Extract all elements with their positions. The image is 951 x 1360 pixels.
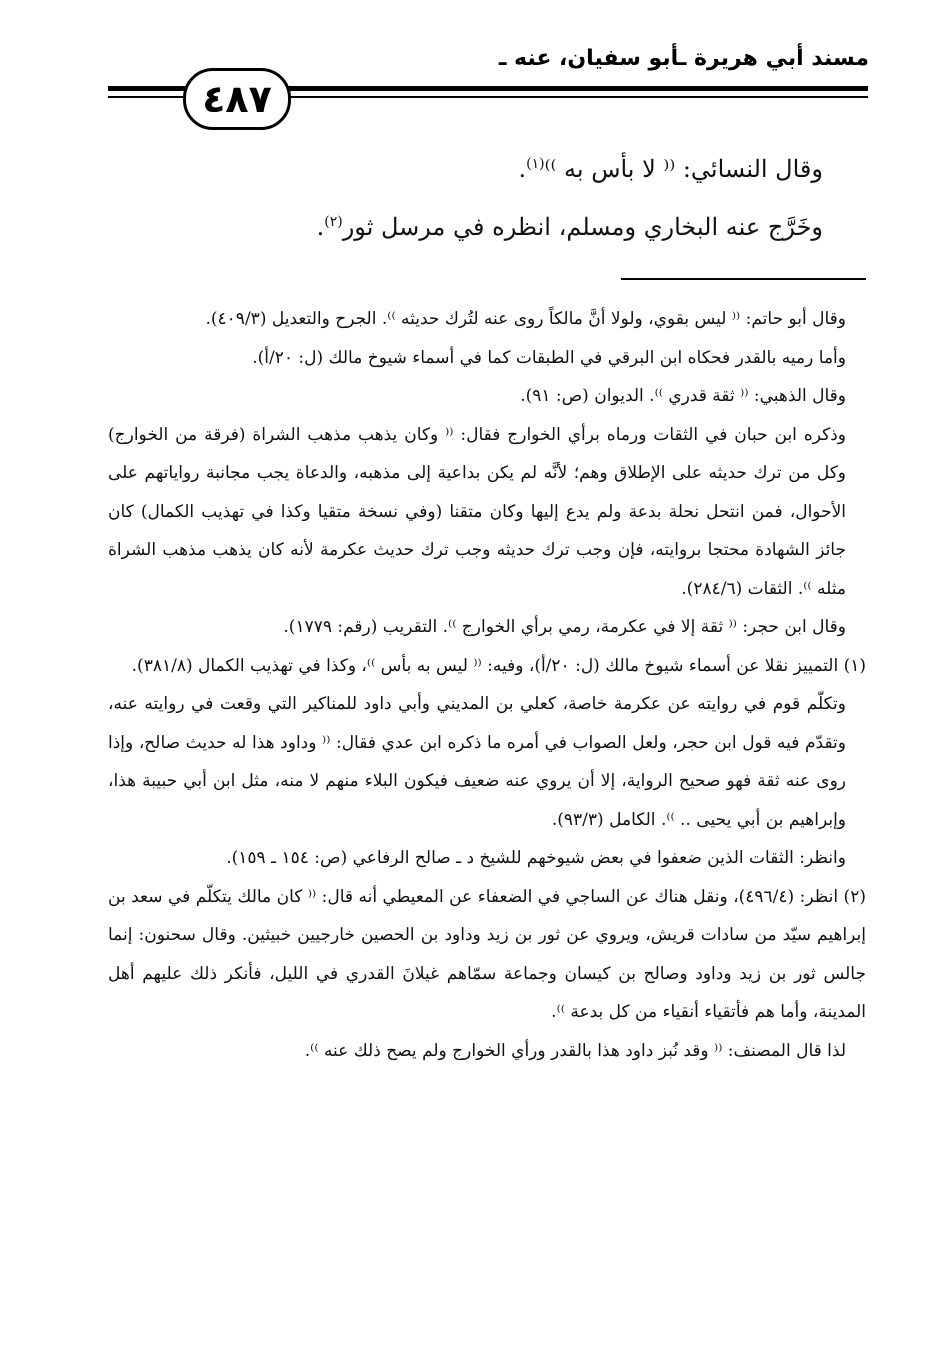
footnote-ref-1[interactable]: (١) — [526, 156, 545, 172]
footnote-1: (١) التمييز نقلا عن أسماء شيوخ مالك (ل: ٢٠/أ)، وفيه: ⁽⁽ ليس به بأس ⁾⁾، وكذا في تهذيب الكمال (٣٨١/٨). — [131, 655, 866, 676]
footnote-paragraph: وأما رميه بالقدر فحكاه ابن البرقي في الطبقات كما في أسماء شيوخ مالك (ل: ٢٠/أ). — [252, 347, 846, 368]
main-line-1-end: . — [518, 155, 527, 183]
footnote-1-paragraph: وانظر: الثقات الذين ضعفوا في بعض شيوخهم للشيخ د ـ صالح الرفاعي (ص: ١٥٤ ـ ١٥٩). — [226, 848, 846, 868]
main-line-2 — [108, 198, 823, 256]
main-line-1-text: وقال النسائي: ⁽⁽ لا بأس به ⁾⁾ — [544, 155, 823, 183]
main-line-2-text: وخَرَّج عنه البخاري ومسلم، انظره في مرسل ثور — [342, 213, 823, 241]
running-title: مسند أبي هريرة ـأبو سفيان، عنه ـ — [498, 46, 869, 71]
footnote-paragraph: وقال ابن حجر: ⁽⁽ ثقة إلا في عكرمة، رمي برأي الخوارج ⁾⁾. التقريب (رقم: ١٧٧٩). — [283, 617, 846, 637]
footnote-2-paragraph: لذا قال المصنف: ⁽⁽ وقد نُبز داود هذا بالقدر ورأي الخوارج ولم يصح ذلك عنه ⁾⁾. — [304, 1040, 846, 1061]
main-body — [108, 140, 823, 256]
footnote-paragraph: وذكره ابن حبان في الثقات ورماه برأي الخوارج فقال: ⁽⁽ وكان يذهب مذهب الشراة (فرقة من الخوارج) وكل من ترك حديثه على الإطلاق وهم؛ لأنَّه لم يكن بداعية إلى مذهبه، والدعاة يجب مجانبة رواياتهم على الأحوال، فمن انتحل نحلة بدعة ولم يدع إليها وكان متقنا (وفي نسخة متقيا وكذا في تهذيب الكمال) كان جائز الشهادة محتجا بروايته، فإن وجب ترك حديثه وجب ترك حديث عكرمة لأنه كان يذهب مذهب الشراة مثله ⁾⁾. الثقات (٢٨٤/٦). — [108, 424, 846, 599]
footnote-1-paragraph: وتكلّم قوم في روايته عن عكرمة خاصة، كعلي بن المديني وأبي داود للمناكير التي وقعت في روايته عنه، وتقدّم فيه قول ابن حجر، ولعل الصواب في أمره ما ذكره ابن عدي فقال: ⁽⁽ وداود هذا له حديث صالح، وإذا روى عنه ثقة فهو صحيح الرواية، إلا أن يروي عنه ضعيف فيكون البلاء منهم لا منه، مثل ابن أبي حبيبة هذا، وإبراهيم بن أبي يحيى .. ⁾⁾. الكامل (٩٣/٣). — [108, 694, 846, 830]
footnote-paragraph: وقال أبو حاتم: ⁽⁽ ليس بقوي، ولولا أنَّ مالكاً روى عنه لتُرك حديثه ⁾⁾. الجرح والتعديل (٤٠٩/٣). — [205, 309, 846, 329]
footnotes-section — [108, 300, 866, 1070]
footnote-separator — [621, 278, 866, 280]
page-header — [0, 0, 951, 130]
footnote-ref-2[interactable]: (٢) — [324, 214, 343, 230]
footnote-paragraph: وقال الذهبي: ⁽⁽ ثقة قدري ⁾⁾. الديوان (ص: ٩١). — [520, 386, 846, 406]
main-line-2-end: . — [316, 213, 325, 241]
page-number: ٤٨٧ — [183, 68, 291, 130]
footnote-2: (٢) انظر: (٤٩٦/٤)، ونقل هناك عن الساجي في الضعفاء عن المعيطي أنه قال: ⁽⁽ كان مالك يتكلّم في سعد بن إبراهيم سيّد من سادات قريش، ويروي عن ثور بن زيد وداود بن الحصين خارجيين خبيثين. وقال سحنون: إنما جالس ثور بن زيد وداود وصالح بن كيسان وجماعة سمّاهم غيلانَ القدري في الليل، فأنكر ذلك عليهم أهل المدينة، وأما هم فأتقياء أنقياء من كل بدعة ⁾⁾. — [108, 886, 866, 1022]
main-line-1 — [108, 140, 823, 198]
